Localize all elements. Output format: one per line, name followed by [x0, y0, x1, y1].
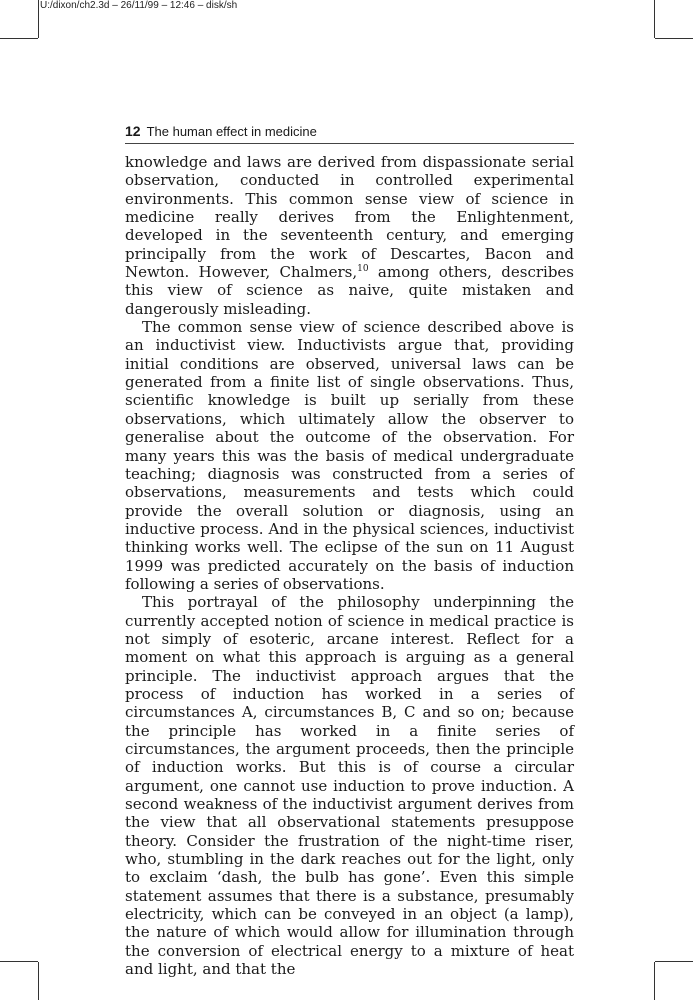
running-head-title: The human effect in medicine — [146, 124, 317, 139]
page-number: 12 — [125, 123, 141, 139]
crop-mark-bottom-left-vertical — [38, 962, 39, 1000]
body-text — [125, 153, 574, 978]
crop-mark-top-right-vertical — [654, 0, 655, 38]
crop-mark-bottom-left-horizontal — [0, 961, 38, 962]
crop-mark-top-left-horizontal — [0, 38, 38, 39]
crop-mark-bottom-right-horizontal — [655, 961, 693, 962]
paragraph-3: This portrayal of the philosophy underpinning the currently accepted notion of science in medical practice is not simply of esoteric, arcane interest. Reflect for a moment on what this approach is arguing as a general principle. The inductivist approach argues that the process of induction has worked in a series of circumstances A, circumstances B, C and so on; because the principle has worked in a finite series of circumstances, the argument proceeds, then the principle of induction works. But this is of course a circular argument, one cannot use induction to prove induction. A second weakness of the inductivist argument derives from the view that all observational statements presuppose theory. Consider the frustration of the night-time riser, who, stumbling in the dark reaches out for the light, only to exclaim ‘dash, the bulb has gone’. Even this simple statement assumes that there is a substance, presumably electricity, which can be conveyed in an object (a lamp), the nature of which would allow for illumination through the conversion of electrical energy to a mixture of heat and light, and that the — [125, 593, 574, 979]
paragraph-2: The common sense view of science described above is an inductivist view. Inductivists argue that, providing initial conditions are observed, universal laws can be generated from a finite list of single observations. Thus, scientific knowledge is built up serially from these observations, which ultimately allow the observer to generalise about the outcome of the observation. For many years this was the basis of medical undergraduate teaching; diagnosis was constructed from a series of observations, measurements and tests which could provide the overall solution or diagnosis, using an inductive process. And in the physical sciences, inductivist thinking works well. The eclipse of the sun on 11 August 1999 was predicted accurately on the basis of induction following a series of observations. — [125, 318, 574, 593]
file-slug: U:/dixon/ch2.3d – 26/11/99 – 12:46 – disk/sh — [40, 0, 238, 11]
paragraph-1-text: knowledge and laws are derived from dispassionate serial observation, conducted in controlled experimental environments. This common sense view of science in medicine really derives from the Enlightenment, developed in the seventeenth century, and emerging principally from the work of Descartes, Bacon and Newton. However, Chalmers, — [125, 153, 574, 282]
paragraph-1 — [125, 153, 574, 318]
running-head — [125, 123, 574, 144]
crop-mark-top-right-horizontal — [655, 38, 693, 39]
paragraph-1-text-cont: among others, describes this view of science as naive, quite mistaken and dangerously misleading. — [125, 263, 575, 318]
crop-mark-bottom-right-vertical — [654, 962, 655, 1000]
crop-mark-top-left-vertical — [38, 0, 39, 38]
reference-superscript: 10 — [357, 264, 369, 275]
